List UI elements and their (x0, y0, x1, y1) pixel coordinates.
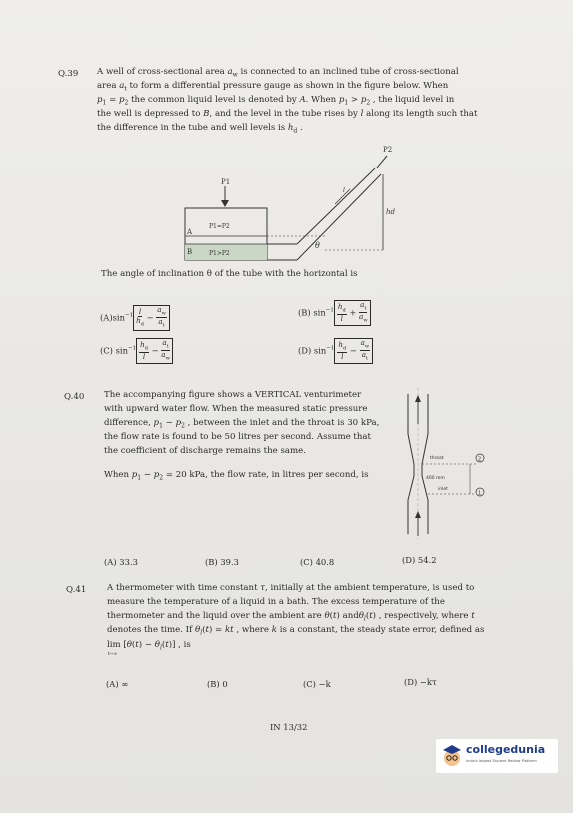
q39-prompt: The angle of inclination θ of the tube with the horizontal is (101, 269, 358, 279)
q40-option-d: (D) 54.2 (402, 555, 437, 565)
theta-label: θ (315, 241, 320, 250)
q39-option-b: (B) $\sin^{-1}$ $\frac{h_d}{l}$ + $\frac{a_t}{a_w}$ (298, 300, 371, 326)
label-a: A (187, 228, 193, 236)
inlet-label: inlet (438, 487, 448, 492)
hd-label: hd (386, 208, 395, 216)
marker-2-label: 2 (478, 456, 482, 463)
q40-prompt: When $p_1 - p_2 = 20$ kPa, the flow rate, in litres per second, is (104, 470, 369, 482)
q41-line-1: A thermometer with time constant τ, initially at the ambient temperature, is used to (107, 583, 475, 593)
q39-option-a: $(A)\sin^{-1}$ $\frac{l}{h_d}$ − $\frac{a_w}{a_t}$ (100, 305, 170, 331)
top-arrowhead (415, 395, 421, 402)
venturimeter-figure (398, 384, 498, 542)
q40-option-a: (A) 33.3 (104, 557, 138, 567)
watermark-tagline: India's largest Student Review Platform (466, 759, 537, 763)
q39-line-4: the well is depressed to B, and the level in the tube rises by l along its length such that (97, 109, 478, 119)
p1-label: P1 (221, 178, 231, 186)
q41-option-b: (B) 0 (207, 679, 228, 689)
tube-upper-wall (297, 168, 375, 244)
q41-line-5: $\lim [\theta(t) - \theta_l(t)]$ , is (107, 640, 191, 652)
q40-option-c: (C) 40.8 (300, 557, 335, 567)
q39-line-2: area $a_t$ to form a differential pressure gauge as shown in the figure below. When (97, 81, 449, 93)
p1-arrowhead (221, 200, 229, 207)
q39-line-5: the difference in the tube and well levels is $h_d$ . (97, 123, 303, 135)
dist-label: 400 mm (426, 476, 445, 481)
marker-1-label: 1 (478, 490, 482, 497)
q41-line-4: denotes the time. If $\theta_l(t)$ = kt , where k is a constant, the steady state error, defined as (107, 625, 485, 637)
q41-line-2: measure the temperature of a liquid in a bath. The excess temperature of the (107, 597, 445, 607)
q40-line-3: difference, $p_1 - p_2$ , between the inlet and the throat is 30 kPa, (104, 418, 380, 430)
eq-label: P1=P2 (209, 223, 230, 230)
q40-line-2: with upward water flow. When the measured static pressure (104, 404, 368, 414)
q40-line-5: the coefficient of discharge remains the same. (104, 446, 306, 456)
bottom-arrowhead (415, 511, 421, 518)
q41-option-c: (C) −k (303, 679, 331, 689)
q41-option-d: (D) −kτ (404, 677, 437, 687)
pressure-gauge-figure (175, 140, 405, 270)
q39-option-c: (C) $\sin^{-1}$ $\frac{h_d}{l}$ − $\frac{a_t}{a_w}$ (100, 338, 173, 364)
q40-line-1: The accompanying figure shows a VERTICAL venturimeter (104, 390, 362, 400)
q41-option-a: (A) ∞ (106, 679, 129, 689)
q39-number: Q.39 (58, 69, 79, 79)
l-label: l (343, 187, 345, 194)
throat-label: throat (430, 456, 444, 461)
q39-line-1: A well of cross-sectional area $a_w$ is connected to an inclined tube of cross-sectional (97, 67, 459, 79)
q39-line-3: $p_1 = p_2$ the common liquid level is denoted by A. When $p_1 > p_2$ , the liquid level in (97, 95, 455, 107)
q41-number: Q.41 (66, 585, 87, 595)
page-footer: IN 13/32 (270, 722, 308, 732)
tube-lower-wall (297, 174, 381, 260)
q40-option-b: (B) 39.3 (205, 557, 239, 567)
gt-label: P1>P2 (209, 250, 230, 257)
q40-number: Q.40 (64, 392, 85, 402)
p2-arrow (377, 156, 387, 168)
collegedunia-watermark (436, 739, 558, 773)
p2-label: P2 (383, 146, 393, 154)
q40-line-4: the flow rate is found to be 50 litres per second. Assume that (104, 432, 371, 442)
q41-line-3: thermometer and the liquid over the ambient are θ(t) andθ$_l$(t) , respectively, where t (107, 611, 475, 623)
graduate-logo-icon (441, 744, 463, 768)
label-b: B (187, 248, 193, 256)
left-wall (408, 394, 414, 534)
q39-option-d: (D) $\sin^{-1}$ $\frac{h_d}{l}$ − $\frac{a_w}{a_t}$ (298, 338, 373, 364)
q41-limit-subscript: t→∞ (108, 652, 118, 657)
watermark-name: collegedunia (466, 743, 546, 756)
